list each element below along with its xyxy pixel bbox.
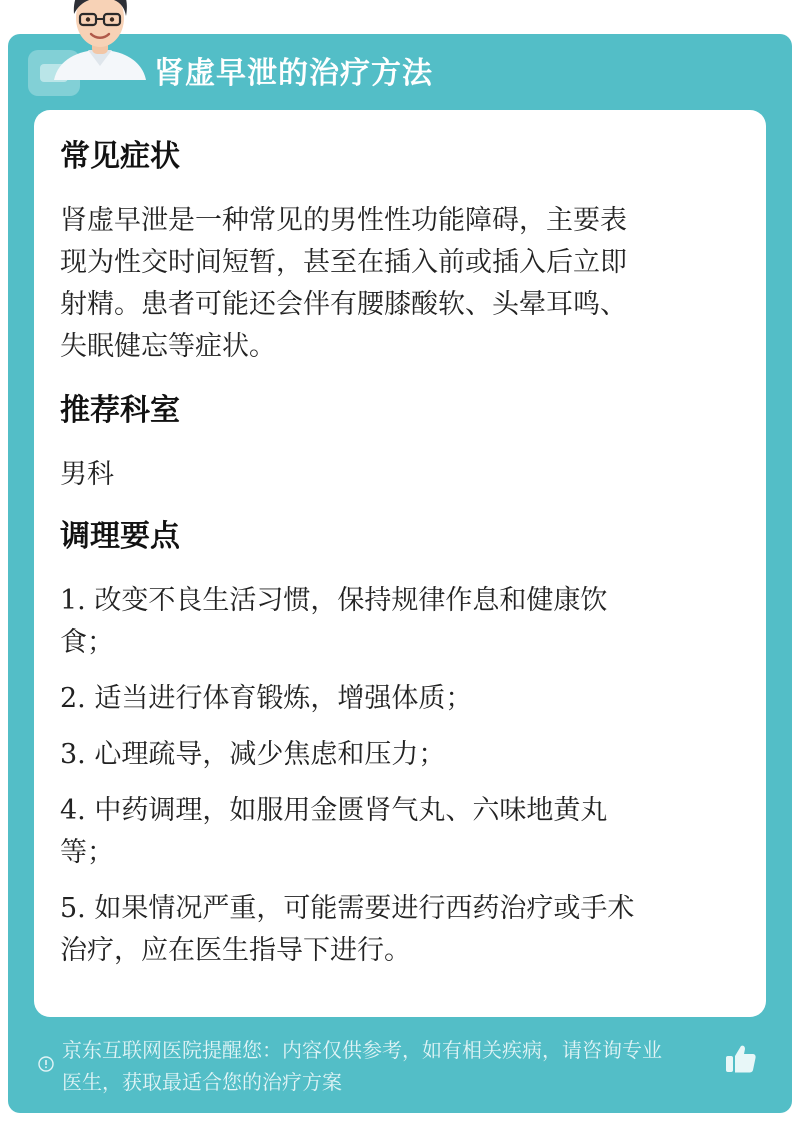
- content-card: [34, 110, 766, 1017]
- symptoms-line: 现为性交时间短暂，甚至在插入前或插入后立即: [60, 247, 627, 278]
- doctor-avatar: [40, 0, 160, 80]
- page-title: 肾虚早泄的治疗方法: [154, 56, 433, 91]
- thumbs-up-icon[interactable]: [724, 1042, 758, 1076]
- list-text: 如果情况严重，可能需要进行西药治疗或手术: [94, 893, 635, 924]
- list-number: 1.: [60, 585, 86, 616]
- list-item: [60, 734, 730, 776]
- department-value: 男科: [60, 459, 114, 490]
- list-text: 心理疏导，减少焦虑和压力；: [94, 739, 446, 770]
- list-number: 4.: [60, 795, 86, 826]
- list-number: 3.: [60, 739, 86, 770]
- footer-line: 医生，获取最适合您的治疗方案: [62, 1070, 342, 1094]
- symptoms-line: 肾虚早泄是一种常见的男性性功能障碍，主要表: [60, 205, 627, 236]
- list-text: 改变不良生活习惯，保持规律作息和健康饮: [94, 585, 608, 616]
- list-number: 5.: [60, 893, 86, 924]
- symptoms-line: 射精。患者可能还会伴有腰膝酸软、头晕耳鸣、: [60, 289, 627, 320]
- symptoms-line: 失眠健忘等症状。: [60, 331, 276, 362]
- list-text: 中药调理，如服用金匮肾气丸、六味地黄丸: [94, 795, 608, 826]
- list-text: 等；: [60, 837, 114, 868]
- list-item: [60, 888, 730, 972]
- list-item: [60, 790, 730, 874]
- list-number: 2.: [60, 683, 86, 714]
- footer-line: 京东互联网医院提醒您：内容仅供参考，如有相关疾病，请咨询专业: [62, 1038, 662, 1062]
- info-icon: [38, 1056, 54, 1072]
- list-text: 适当进行体育锻炼，增强体质；: [94, 683, 473, 714]
- list-text: 食；: [60, 627, 114, 658]
- section-heading-symptoms: 常见症状: [60, 139, 180, 174]
- list-item: [60, 678, 730, 720]
- section-heading-department: 推荐科室: [60, 393, 180, 428]
- section-heading-care: 调理要点: [60, 519, 180, 554]
- list-text: 治疗，应在医生指导下进行。: [60, 935, 411, 966]
- article-frame: [8, 34, 792, 1113]
- list-item: [60, 580, 730, 664]
- footer-disclaimer: [8, 1034, 792, 1113]
